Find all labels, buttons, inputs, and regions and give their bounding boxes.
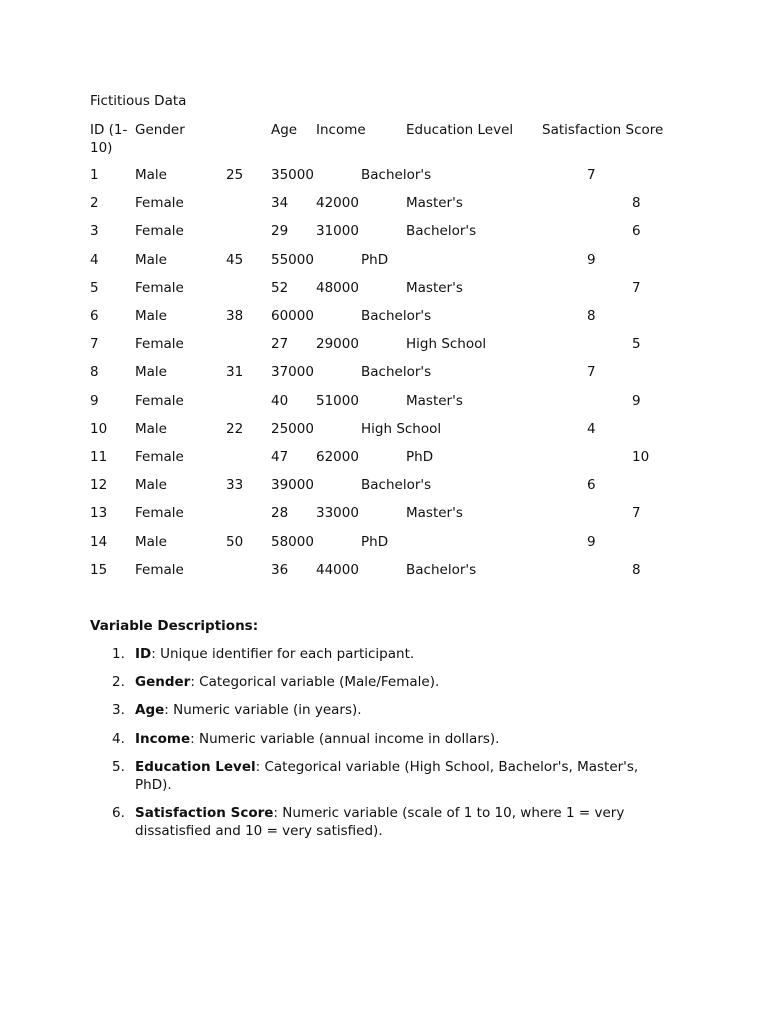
cell-education-level: Master's	[406, 279, 463, 296]
cell-education-level: High School	[406, 336, 487, 353]
cell-satisfaction-score: 8	[587, 308, 596, 324]
cell-income: 35000	[271, 167, 314, 183]
cell-gender: Female	[135, 449, 184, 465]
list-item	[90, 645, 670, 663]
cell-age: 31	[226, 364, 244, 381]
variable-description: : Numeric variable (in years).	[164, 702, 362, 719]
variable-description: : Categorical variable (High School, Bachelor's, Master's, PhD).	[135, 758, 639, 793]
variable-description: : Categorical variable (Male/Female).	[190, 674, 440, 691]
variable-descriptions-heading: Variable Descriptions:	[90, 618, 259, 634]
list-number: 1.	[112, 646, 125, 662]
cell-age: 36	[271, 561, 289, 578]
cell-id: 12	[90, 477, 108, 494]
variable-term: ID	[135, 646, 152, 662]
cell-id: 3	[90, 223, 99, 240]
variable-descriptions-list	[90, 645, 670, 850]
variable-term: Gender	[135, 674, 191, 691]
cell-income: 29000	[316, 336, 359, 353]
cell-age: 33	[226, 477, 244, 494]
cell-satisfaction-score: 10	[632, 449, 650, 465]
list-item	[90, 758, 670, 794]
cell-education-level: Bachelor's	[406, 223, 477, 240]
cell-age: 45	[226, 251, 244, 268]
header-age: Age	[271, 122, 298, 138]
cell-gender: Female	[135, 561, 184, 578]
cell-education-level: PhD	[406, 449, 434, 465]
cell-id: 9	[90, 392, 99, 409]
cell-id: 1	[90, 167, 99, 183]
cell-satisfaction-score: 7	[587, 167, 596, 183]
cell-education-level: High School	[361, 420, 442, 437]
cell-gender: Male	[135, 420, 167, 437]
cell-gender: Male	[135, 364, 167, 381]
list-number: 6.	[112, 804, 125, 821]
cell-satisfaction-score: 9	[587, 251, 596, 268]
cell-id: 5	[90, 279, 99, 296]
cell-income: 62000	[316, 449, 359, 465]
cell-id: 2	[90, 195, 99, 212]
cell-age: 27	[271, 336, 289, 353]
list-item	[90, 673, 670, 691]
cell-id: 4	[90, 251, 99, 268]
cell-income: 39000	[271, 477, 314, 494]
cell-gender: Male	[135, 533, 167, 550]
cell-id: 10	[90, 420, 108, 437]
list-number: 3.	[112, 702, 125, 719]
cell-education-level: Master's	[406, 392, 463, 409]
cell-gender: Male	[135, 308, 167, 324]
cell-education-level: Bachelor's	[361, 167, 432, 183]
variable-term: Education Level	[135, 758, 256, 775]
header-satisfaction-score: Satisfaction Score	[542, 122, 664, 138]
cell-gender: Female	[135, 505, 184, 522]
cell-education-level: Bachelor's	[361, 477, 432, 494]
cell-age: 25	[226, 167, 244, 183]
cell-id: 7	[90, 336, 99, 353]
list-number: 2.	[112, 674, 125, 691]
header-gender: Gender	[135, 122, 185, 138]
cell-satisfaction-score: 9	[587, 533, 596, 550]
cell-education-level: PhD	[361, 251, 389, 268]
cell-gender: Male	[135, 167, 167, 183]
list-item	[90, 804, 670, 840]
cell-age: 28	[271, 505, 289, 522]
cell-education-level: Master's	[406, 505, 463, 522]
cell-age: 50	[226, 533, 244, 550]
document-title: Fictitious Data	[90, 93, 187, 109]
variable-description: : Numeric variable (annual income in dollars).	[190, 730, 500, 747]
header-education-level: Education Level	[406, 122, 514, 138]
variable-term: Income	[135, 730, 191, 747]
cell-id: 11	[90, 449, 108, 465]
cell-age: 22	[226, 420, 244, 437]
cell-id: 13	[90, 505, 108, 522]
cell-satisfaction-score: 8	[632, 561, 641, 578]
cell-satisfaction-score: 4	[587, 420, 596, 437]
cell-age: 34	[271, 195, 289, 212]
cell-gender: Female	[135, 336, 184, 353]
cell-gender: Male	[135, 251, 167, 268]
cell-satisfaction-score: 9	[632, 392, 641, 409]
cell-income: 37000	[271, 364, 314, 381]
variable-term: Satisfaction Score	[135, 804, 274, 821]
cell-income: 25000	[271, 420, 314, 437]
cell-id: 14	[90, 533, 108, 550]
cell-satisfaction-score: 8	[632, 195, 641, 212]
list-number: 4.	[112, 730, 125, 747]
cell-education-level: Master's	[406, 195, 463, 212]
cell-education-level: Bachelor's	[406, 561, 477, 578]
cell-age: 52	[271, 279, 289, 296]
cell-age: 40	[271, 392, 289, 409]
cell-income: 42000	[316, 195, 359, 212]
header-income: Income	[316, 122, 366, 138]
cell-income: 33000	[316, 505, 359, 522]
cell-satisfaction-score: 5	[632, 336, 641, 353]
cell-income: 48000	[316, 279, 359, 296]
list-item	[90, 701, 670, 719]
cell-income: 31000	[316, 223, 359, 240]
cell-income: 58000	[271, 533, 314, 550]
list-number: 5.	[112, 758, 125, 775]
cell-education-level: PhD	[361, 533, 389, 550]
variable-term: Age	[135, 702, 165, 719]
cell-id: 6	[90, 308, 99, 324]
cell-gender: Male	[135, 477, 167, 494]
cell-id: 15	[90, 561, 108, 578]
cell-education-level: Bachelor's	[361, 364, 432, 381]
variable-description: : Numeric variable (scale of 1 to 10, where 1 = very dissatisfied and 10 = very satisfied).	[135, 804, 625, 839]
cell-id: 8	[90, 364, 99, 381]
cell-satisfaction-score: 6	[632, 223, 641, 240]
cell-income: 51000	[316, 392, 359, 409]
cell-gender: Female	[135, 279, 184, 296]
variable-description: : Unique identifier for each participant.	[151, 646, 415, 662]
cell-gender: Female	[135, 223, 184, 240]
cell-satisfaction-score: 7	[632, 279, 641, 296]
cell-age: 38	[226, 308, 244, 324]
header-id: ID (1-10)	[90, 122, 128, 156]
cell-gender: Female	[135, 392, 184, 409]
cell-income: 60000	[271, 308, 314, 324]
cell-gender: Female	[135, 195, 184, 212]
cell-age: 29	[271, 223, 289, 240]
list-item	[90, 730, 670, 748]
cell-satisfaction-score: 7	[632, 505, 641, 522]
cell-income: 44000	[316, 561, 359, 578]
cell-age: 47	[271, 449, 289, 465]
cell-satisfaction-score: 6	[587, 477, 596, 494]
cell-income: 55000	[271, 251, 314, 268]
cell-education-level: Bachelor's	[361, 308, 432, 324]
cell-satisfaction-score: 7	[587, 364, 596, 381]
